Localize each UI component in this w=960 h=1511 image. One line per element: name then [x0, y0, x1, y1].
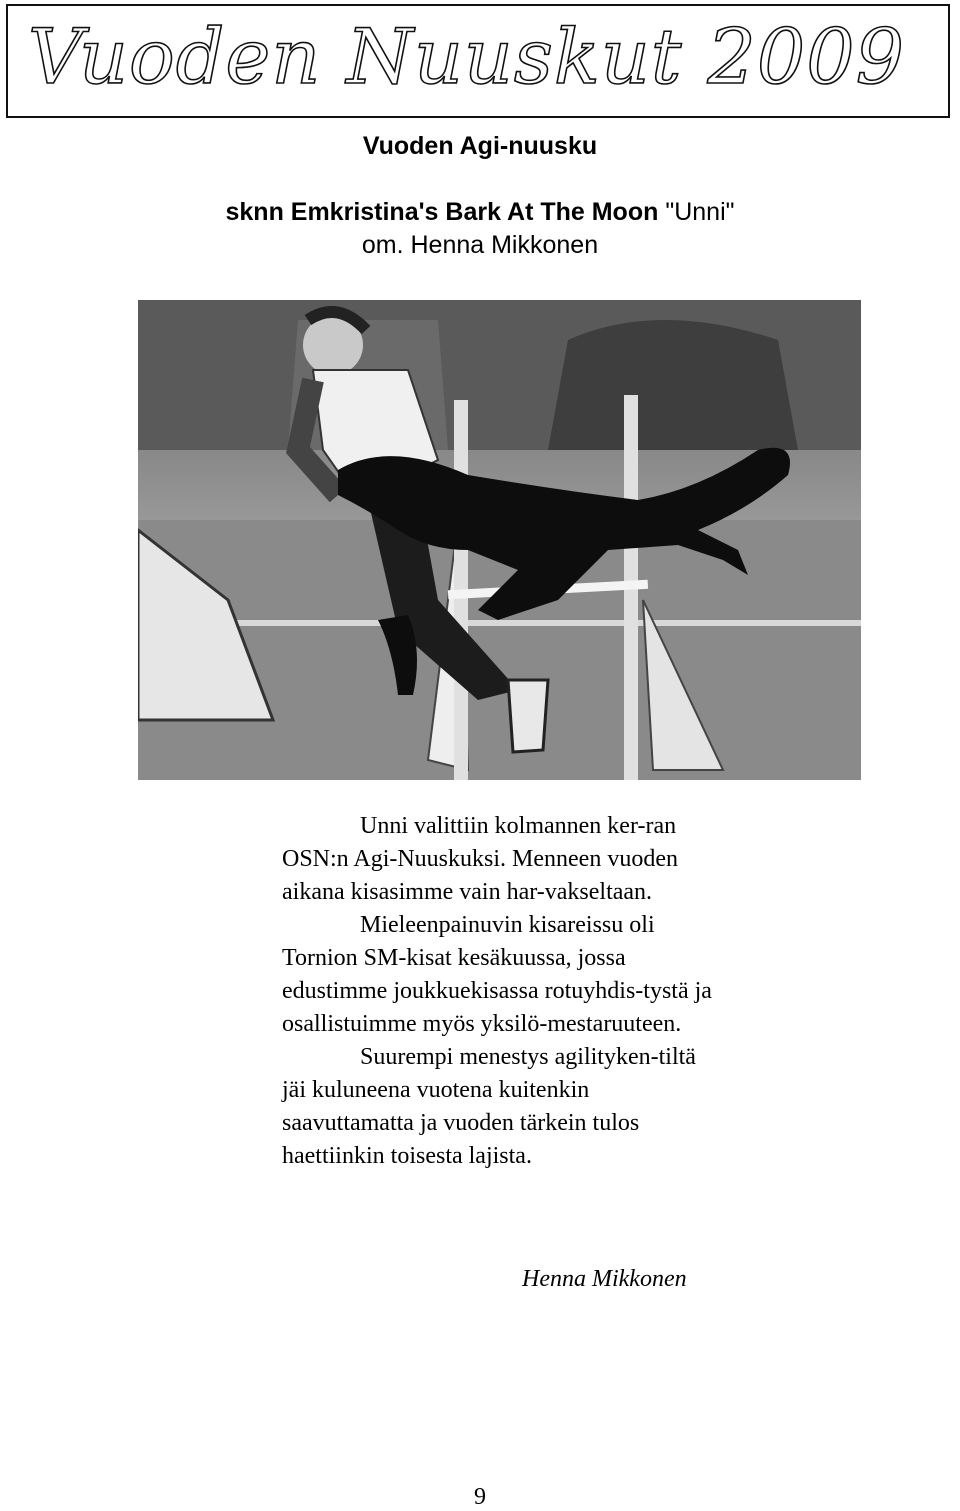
- author-signature: Henna Mikkonen: [522, 1266, 687, 1292]
- page-number: 9: [474, 1484, 486, 1510]
- dog-call-name: "Unni": [665, 198, 735, 226]
- article-paragraph: Suurempi menestys agilityken-tiltä jäi kuluneena vuotena kuitenkin saavuttamatta ja vuoden tärkein tulos haettiinkin toisesta lajista.: [282, 1044, 696, 1169]
- article-paragraph: Mieleenpainuvin kisareissu oli Tornion SM-kisat kesäkuussa, jossa edustimme joukkuekisassa rotuyhdis-tystä ja osallistuimme myös yksilö-mestaruuteen.: [282, 912, 712, 1037]
- page-title: Vuoden Nuuskut 2009: [28, 12, 905, 101]
- dog-registered-name: sknn Emkristina's Bark At The Moon: [225, 198, 659, 226]
- dog-name-line: [0, 198, 960, 227]
- article-body: [282, 810, 712, 1173]
- owner-line: om. Henna Mikkonen: [361, 231, 599, 259]
- article-paragraph: Unni valittiin kolmannen ker-ran OSN:n Agi-Nuuskuksi. Menneen vuoden aikana kisasimme vain har-vakseltaan.: [282, 813, 678, 905]
- award-category: Vuoden Agi-nuusku: [362, 132, 598, 160]
- agility-photo: [138, 300, 861, 780]
- title-box: [6, 4, 950, 118]
